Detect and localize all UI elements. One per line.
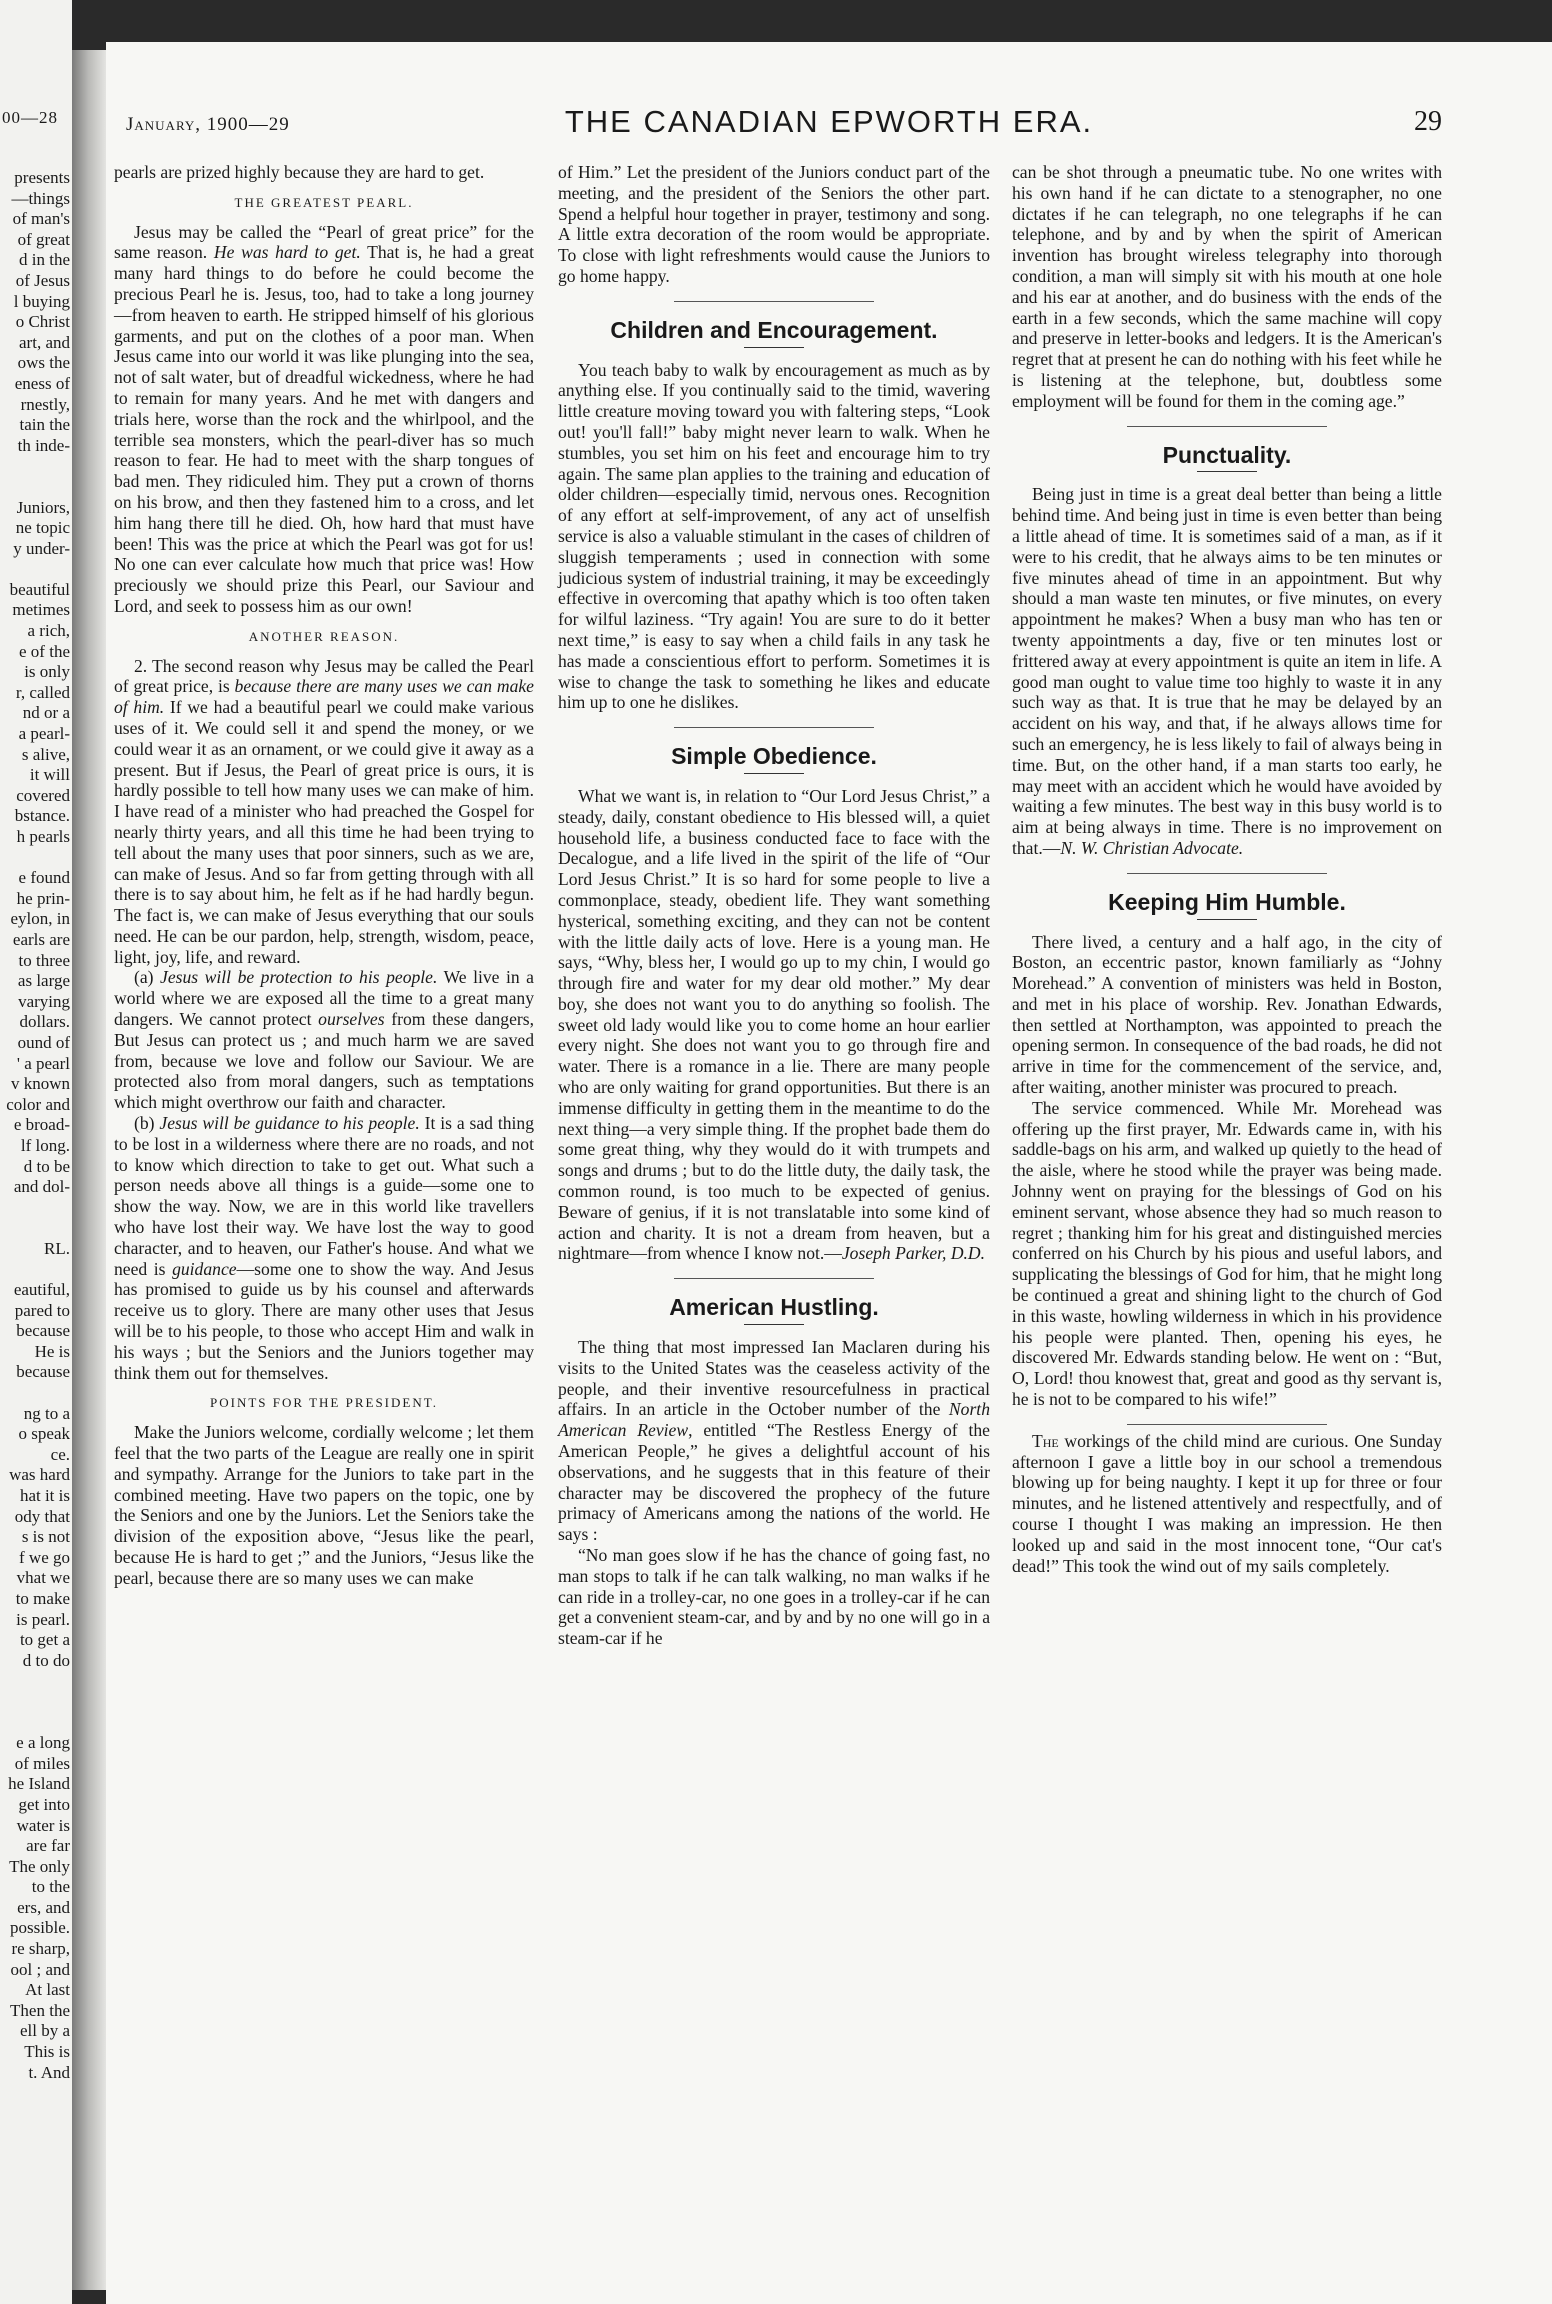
column-1: [114, 162, 534, 1589]
divider: [1127, 873, 1327, 874]
divider: [744, 773, 804, 774]
paragraph: can be shot through a pneumatic tube. No one writes with his own hand if he can dictate to a stenographer, no one dictates if he can telegraph, no one telegraphs if he can telephone, and by and by when the spirit of American invention has brought wireless telegraphy into thorough condition, a man will simply sit with his mouth at one hole and his ear at another, and do business with the ends of the earth in a few seconds, which the same machine will copy and preserve in letter-books and ledgers. It is the American's regret that at present he can do nothing with his feet while he is listening at the telephone, but, doubtless some employment will be found for them in the coming age.”: [1012, 162, 1442, 411]
paragraph: The thing that most impressed Ian Maclaren during his visits to the United States was the ceaseless activity of the people, and their inventive resourcefulness in practical affairs. In an article in the October number of the North American Review, entitled “The Restless Energy of the American People,” he gives a delightful account of his observations, and he suggests that in this feature of their character may be discovered the prophecy of the future primacy of Americans among the nations of the world. He says :: [558, 1337, 990, 1545]
paragraph: What we want is, in relation to “Our Lord Jesus Christ,” a steady, daily, constant obedience to His blessed will, a quiet household life, a business conducted face to face with the Decalogue, and a life lived in the spirit of the life of “Our Lord Jesus Christ.” It is so hard for some people to live a commonplace, steady, obedient life. They want something hysterical, something exciting, and they can not be content with the little daily acts of love. Here is a young man. He says, “Why, bless her, I would go up to my chin, I would go through fire and water for my dear old mother.” My dear boy, she does not want you to do anything so foolish. The sweet old lady would like you to come home an hour earlier every night. She does not want you to go through fire and water. There is a romance in a lie. There are many people who are only waiting for grand opportunities. But there is an immense difficulty in getting them in the meantime to do the next thing—a very simple thing. If the prophet bade them do some great thing, why they would do it with trumpets and songs and drums ; but to do the little duty, the daily task, the common round, is too much to be expected of genius. Beware of genius, if it is not translatable into some kind of action and charity. It is not a dream from heaven, but a nightmare—from whence I know not.—Joseph Parker, D.D.: [558, 785, 990, 1264]
subheading: POINTS FOR THE PRESIDENT.: [210, 1395, 438, 1411]
article-heading: Keeping Him Humble.: [1108, 888, 1346, 915]
paragraph: You teach baby to walk by encouragement as much as by anything else. If you continually said to the timid, wavering little creature moving toward you with faltering steps, “Look out! you'll fall!” baby might never learn to walk. When he stumbles, you set him on his feet and encourage him to try again. The same plan applies to the training and education of older children—especially timid, nervous ones. Recognition of any effort at self-improvement, of any act of unselfish service is also a valuable stimulant in the cases of children of sluggish temperaments ; used in connection with some judicious system of industrial training, it may be exceedingly effective in overcoming that apathy which is too often taken for wilful laziness. “Try again! You are sure to do it better next time,” is easy to say when a child fails in any task he has made a conscientious effort to perform. Sometimes it is wise to change the task to something he likes and educate him up to one he dislikes.: [558, 359, 990, 713]
paragraph: Jesus may be called the “Pearl of great price” for the same reason. He was hard to get. That is, he had a great many hard things to do before he could become the precious Pearl he is. Jesus, too, had to take a long journey—from heaven to earth. He stripped himself of his glorious garments, and put on the clothes of a poor man. When Jesus came into our world it was like plunging into the sea, not of salt water, but of dreadful wickedness, where he had to remain for many years. And he met with dangers and trials here, worse than the rock and the whirlpool, and the terrible sea monsters, which the pearl-diver has so much reason to fear. He had to meet with the sharp tongues of bad men. They ridiculed him. They put a crown of thorns on his brow, and then they fastened him to a cross, and let him hang there till he died. Oh, how hard that must have been! This was the price at which the Pearl was got for us! No one can ever calculate how much that price was! How preciously we should prize this Pearl, our Saviour and Lord, and seek to possess him as our own!: [114, 221, 534, 616]
divider: [674, 727, 874, 728]
previous-page-edge: [0, 0, 72, 2304]
publication-title: THE CANADIAN EPWORTH ERA.: [564, 104, 1094, 139]
divider: [744, 347, 804, 348]
divider: [744, 1324, 804, 1325]
article-heading: American Hustling.: [669, 1294, 879, 1321]
article-heading: Punctuality.: [1162, 441, 1292, 468]
page-header: [106, 104, 1552, 144]
header-date: January, 1900—29: [126, 114, 290, 135]
divider: [674, 1278, 874, 1279]
divider: [1127, 426, 1327, 427]
divider: [674, 301, 874, 302]
binding-gutter: [72, 50, 108, 2290]
column-2: [558, 162, 990, 1649]
divider: [1127, 1424, 1327, 1425]
divider: [1197, 919, 1257, 920]
page: [106, 42, 1552, 2304]
article-heading: Children and Encouragement.: [610, 316, 938, 343]
paragraph: of Him.” Let the president of the Juniors conduct part of the meeting, and the president of the Seniors the other part. Spend a helpful hour together in prayer, testimony and song. A little extra decoration of the room would be appropriate. To close with light refreshments would cause the Juniors to go home happy.: [558, 162, 990, 286]
subheading: THE GREATEST PEARL.: [234, 194, 414, 210]
paragraph: There lived, a century and a half ago, in the city of Boston, an eccentric pastor, known familiarly as “Johny Morehead.” A convention of ministers was held in Boston, and met in his place of worship. Rev. Jonathan Edwards, then settled at Northampton, was appointed to preach the opening sermon. In consequence of the bad roads, he did not arrive in time for the commencement of the service, and, after waiting, another minister was procured to preach.: [1012, 931, 1442, 1098]
previous-page-header: 00—28: [2, 108, 58, 127]
paragraph: Make the Juniors welcome, cordially welcome ; let them feel that the two parts of the League are really one in spirit and sympathy. Arrange for the Juniors to take part in the combined meeting. Have two papers on the topic, one by the Seniors and one by the Juniors. Let the Seniors take the division of the exposition above, “Jesus like the pearl, because He is hard to get ;” and the Juniors, “Jesus like the pearl, because there are so many uses we can make: [114, 1422, 534, 1588]
subheading: ANOTHER REASON.: [248, 628, 400, 644]
paragraph: The workings of the child mind are curious. One Sunday afternoon I gave a little boy in our school a tremendous blowing up for being naughty. I kept it up for three or four minutes, and he listened attentively and respectfully, and of course I thought I was making an impression. He then looked up and said in the most innocent tone, “Our cat's dead!” This took the wind out of my sails completely.: [1012, 1430, 1442, 1576]
column-3: [1012, 162, 1442, 1576]
paragraph: 2. The second reason why Jesus may be called the Pearl of great price, is because there are many uses we can make of him. If we had a beautiful pearl we could make various uses of it. We could sell it and spend the money, or we could wear it as an ornament, or we could give it away as a present. But if Jesus, the Pearl of great price is ours, it is hardly possible to tell how many uses we can make of him. I have read of a minister who had preached the Gospel for nearly thirty years, and all this time he had been trying to tell about the many uses that poor sinners, such as we are, can make of Jesus. And so far from getting through with all there is to say about him, he felt as if he had hardly begun. The fact is, we can make of Jesus everything that our souls need. He can be our pardon, help, strength, wisdom, peace, light, joy, life, and reward.: [114, 655, 535, 967]
paragraph: (a) Jesus will be protection to his people. We live in a world where we are exposed all the time to a great many dangers. We cannot protect ourselves from these dangers, But Jesus can protect us ; and much harm we are saved from, because we love and follow our Saviour. We are protected also from moral dangers, such as temptations which might overthrow our faith and character.: [114, 967, 534, 1113]
page-number: 29: [1414, 106, 1442, 137]
paragraph: Being just in time is a great deal better than being a little behind time. And being just in time is even better than being a little ahead of time. It is sometimes said of a man, as if it were to his credit, that he always aims to be ten minutes or five minutes ahead of time in an appointment. But why should a man waste ten minutes, or five minutes, on every appointment he makes? When a busy man who has ten or twenty appointments a day, five or ten minutes lost or frittered away at every appointment is quite an item in life. A good man ought to value time too highly to waste it in any such way as that. It is true that he may be delayed by an accident on his way, and that, if he always allows time for such an emergency, he is less likely to fail of always being in time. But, on the other hand, if a man starts too early, he may meet with an accident which he would have avoided by waiting a few minutes. The best way in this busy world is to aim at being always in time. There is no improvement on that.—N. W. Christian Advocate.: [1012, 484, 1442, 858]
paragraph: The service commenced. While Mr. Morehead was offering up the first prayer, Mr. Edwards came in, with his saddle-bags on his arm, and walked up quietly to the head of the aisle, where he stood while the prayer was being made. Johnny went on praying for the blessings of God on his eminent servant, whose absence they had so much reason to regret ; thanking him for his great and distinguished mercies conferred on his Church by his pious and useful labors, and supplicating the blessings of God for him, that he might long be continued a great and shining light to the church of God in this waste, howling wilderness in which in his providence his people were planted. Then, opening his eyes, he discovered Mr. Edwards standing below. He went on : “But, O, Lord! thou knowest that, great and good as thy servant is, he is not to be compared to his wife!”: [1012, 1097, 1442, 1410]
paragraph: “No man goes slow if he has the chance of going fast, no man stops to talk if he can talk walking, no man walks if he can ride in a trolley-car, no one goes in a trolley-car if he can get a convenient steam-car, and by and by no one will go in a steam-car if he: [558, 1545, 990, 1649]
divider: [1197, 471, 1257, 472]
paragraph: (b) Jesus will be guidance to his people. It is a sad thing to be lost in a wilderness where there are no roads, and not to know which direction to take to get out. What such a person needs above all things is a guide—some one to show the way. Now, we are in this world like travellers who have lost their way. We have lost the way to good character, and to heaven, our Father's house. And what we need is guidance—some one to show the way. And Jesus has promised to guide us by his counsel and afterwards receive us to glory. There are many other uses that Jesus will be to his people, to those who accept Him and walk in his ways ; but the Seniors and the Juniors together may think them out for themselves.: [114, 1113, 534, 1383]
paragraph: pearls are prized highly because they are hard to get.: [114, 162, 485, 182]
article-heading: Simple Obedience.: [671, 743, 877, 770]
previous-page-text-fragments: presents —things of man's of great d in the of Jesus l buying o Christ art, and ows the eness of rnestly, tain the th inde- Juniors, ne topic y under- beautiful metimes a rich, e of the is only r, called nd or a a pearl- s alive, it will covered bstance. h pearls e found he prin- eylon, in earls are to three as large varying dollars. ound of ' a pearl v known color and e broad- lf long. d to be and dol- RL. eautiful, pared to because He is because ng to a o speak ce. was hard hat it is ody that s is not f we go vhat we to make is pearl. to get a d to do e a long of miles he Island get into water is are far The only to the ers, and possible. re sharp, ool ; and At last Then the ell by a This is t. And: [6, 168, 70, 2082]
